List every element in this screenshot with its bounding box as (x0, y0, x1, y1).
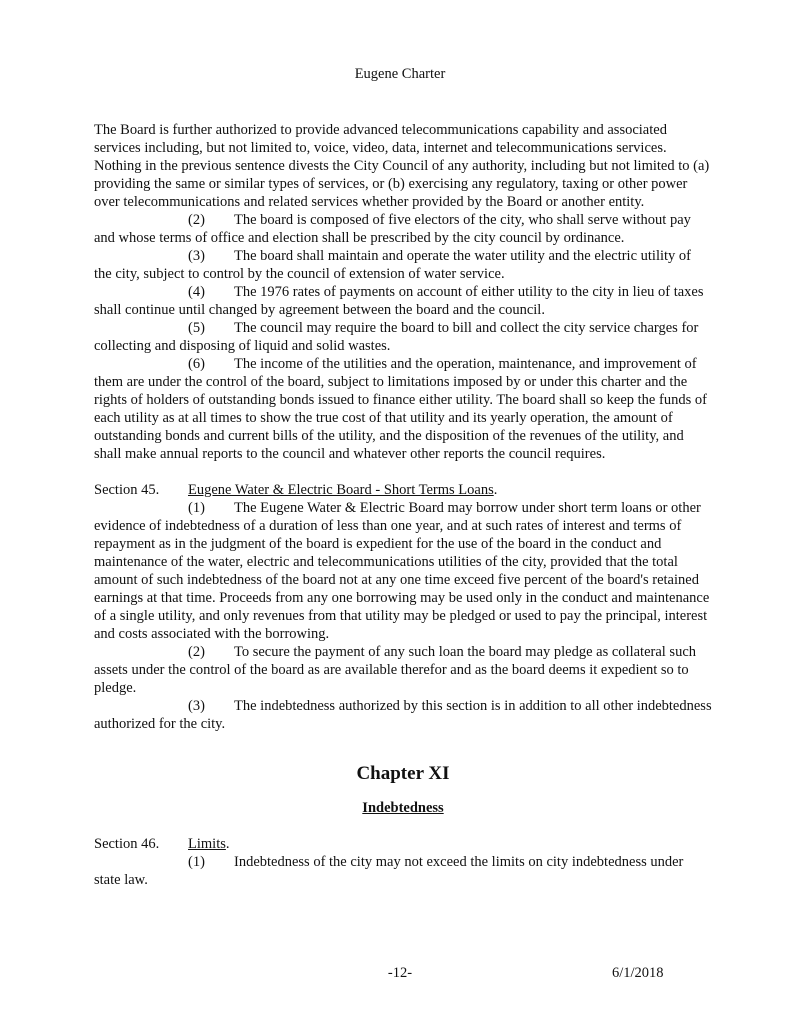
item-text: The council may require the board to bill and collect the city service charges for collecting and disposing of liquid and solid wastes. (94, 320, 699, 354)
item-number: (3) (188, 248, 205, 264)
section-44-item-2 (94, 211, 712, 247)
revision-date: 6/1/2018 (612, 965, 664, 981)
item-number: (2) (188, 212, 205, 228)
section-45-item-1 (94, 499, 712, 643)
running-header: Eugene Charter (354, 66, 446, 82)
section-44-item-5 (94, 319, 712, 355)
item-number: (1) (188, 854, 205, 870)
section-45-heading (94, 481, 712, 499)
page-number: -12- (387, 965, 413, 981)
section-45-item-2 (94, 643, 712, 697)
section-46-heading (94, 835, 712, 853)
item-text: The board is composed of five electors of the city, who shall serve without pay and whose terms of office and election shall be prescribed by the city council by ordinance. (94, 212, 691, 246)
section-45-item-3 (94, 697, 712, 733)
item-text: The 1976 rates of payments on account of either utility to the city in lieu of taxes shall continue until changed by agreement between the board and the council. (94, 284, 704, 318)
item-number: (6) (188, 356, 205, 372)
section-title-period: . (493, 482, 498, 498)
item-number: (1) (188, 500, 205, 516)
item-text: The indebtedness authorized by this section is in addition to all other indebtedness authorized for the city. (94, 698, 712, 732)
section-title: Eugene Water & Electric Board - Short Terms Loans (188, 482, 494, 498)
section-number: Section 45. (94, 482, 160, 498)
item-text: The board shall maintain and operate the water utility and the electric utility of the city, subject to control by the council of extension of water service. (94, 248, 691, 282)
section-title: Limits (188, 836, 226, 852)
spacer (94, 817, 712, 835)
item-number: (5) (188, 320, 205, 336)
section-44-intro-paragraph: The Board is further authorized to provide advanced telecommunications capability and associated services including, but not limited to, voice, video, data, internet and telecommunications services. Nothing in the previous sentence divests the City Council of any authority, including but not limited to (a) providing the same or similar types of services, or (b) exercising any regulatory, taxing or other power over telecommunications and related services whether provided by the Board or another entity. (94, 122, 710, 210)
section-46-item-1 (94, 853, 712, 889)
item-text: To secure the payment of any such loan the board may pledge as collateral such assets under the control of the board as are available therefor and as the board deems it expedient so to pledge. (94, 644, 697, 696)
section-title-period: . (225, 836, 230, 852)
document-body (94, 121, 712, 889)
section-44-item-6 (94, 355, 712, 463)
chapter-title: Chapter XI (356, 763, 450, 784)
section-number: Section 46. (94, 836, 160, 852)
section-44-item-4 (94, 283, 712, 319)
item-number: (3) (188, 698, 205, 714)
chapter-subtitle: Indebtedness (362, 800, 444, 816)
item-text: Indebtedness of the city may not exceed the limits on city indebtedness under state law. (94, 854, 684, 888)
spacer (94, 463, 712, 481)
item-number: (2) (188, 644, 205, 660)
item-text: The income of the utilities and the operation, maintenance, and improvement of them are under the control of the board, subject to limitations imposed by or under this charter and the rights of holders of outstanding bonds issued to finance either utility. The board shall so keep the funds of each utility as at all times to show the true cost of that utility and its yearly operation, the amount of outstanding bonds and current bills of the utility, and the disposition of the revenues of the utility, and shall make annual reports to the council and whatever other reports the council requires. (94, 356, 707, 462)
item-text: The Eugene Water & Electric Board may borrow under short term loans or other evidence of indebtedness of a duration of less than one year, and at such rates of interest and terms of repayment as in the judgment of the board is expedient for the use of the board in the conduct and maintenance of the water, electric and telecommunications utilities of the city, provided that the total amount of such indebtedness of the board not at any one time exceed five percent of the board's retained earnings at that time. Proceeds from any one borrowing may be used only in the conduct and maintenance of a single utility, and only revenues from that utility may be pledged or used to pay the principal, interest and costs associated with the borrowing. (94, 500, 710, 642)
item-number: (4) (188, 284, 205, 300)
section-44-item-3 (94, 247, 712, 283)
